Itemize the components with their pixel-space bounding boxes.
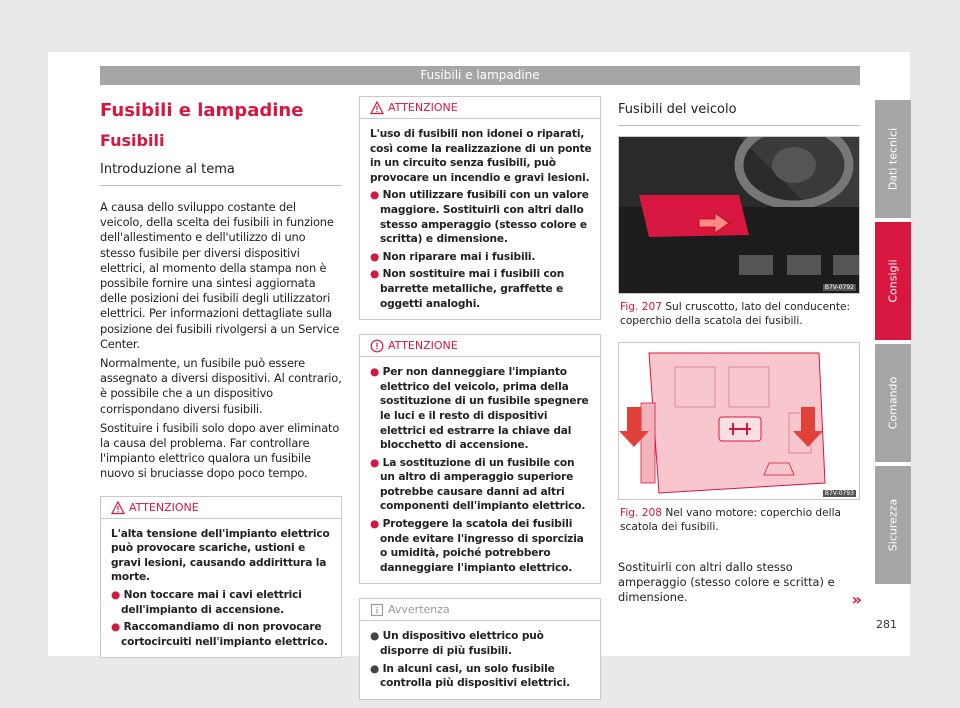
caution-item: ● Per non danneggiare l'impianto elettrico del veicolo, prima della sostituzione di un fusibile spegnere le luci e il resto di dispositivi elettrici ed estrarre la chiave dal blocchetto di accensione.	[370, 366, 589, 452]
note-item: ● In alcuni casi, un solo fusibile controlla più dispositivi elettrici.	[370, 662, 570, 690]
warning-body	[101, 519, 341, 658]
figure-dashboard	[618, 136, 860, 294]
warning-box	[359, 96, 601, 320]
warning-item: ● Non riparare mai i fusibili.	[370, 250, 536, 263]
fusebox-drawing	[619, 343, 859, 500]
note-header	[360, 599, 600, 621]
column-3	[618, 96, 862, 610]
paragraph: A causa dello sviluppo costante del veicolo, della scelta dei fusibili in funzione dell'allestimento e dell'utilizzo di uno stesso fusibile per diversi dispositivi elettrici, al momento della stampa non è possibile fornire una sintesi aggiornata delle posizioni dei fusibili degli utilizzatori elettrici. Per informazioni dettagliate sulla posizione dei fusibili rivolgersi a un Service Center.	[100, 200, 340, 351]
figure-engine-bay	[618, 342, 860, 500]
paragraph: Sostituire i fusibili solo dopo aver eliminato la causa del problema. Far controllare l'impianto elettrico qualora un fusibile nuovo si bruciasse dopo poco tempo.	[100, 420, 340, 481]
info-square-icon	[370, 603, 384, 617]
note-item: ● Un dispositivo elettrico può disporre di più fusibili.	[370, 630, 544, 658]
note-body	[360, 621, 600, 698]
warning-title: ATTENZIONE	[129, 500, 199, 514]
section-title: Fusibili	[100, 131, 165, 150]
chapter-tabs	[875, 100, 911, 588]
warning-intro: L'uso di fusibili non idonei o riparati, così come la realizzazione di un ponte in un circuito senza fusibili, può provocare un incendio e gravi lesioni.	[370, 128, 592, 184]
figure-code: B7V-0793	[824, 490, 854, 497]
tab-sicurezza[interactable]: Sicurezza	[875, 466, 911, 584]
warning-item: ● Non toccare mai i cavi elettrici dell'impianto di accensione.	[111, 589, 302, 616]
warning-header	[360, 97, 600, 119]
section-title: Fusibili del veicolo	[618, 102, 860, 126]
tab-dati-tecnici[interactable]: Dati tecnici	[875, 100, 911, 218]
warning-triangle-icon	[111, 501, 125, 515]
paragraph: Sostituirli con altri dallo stesso amperaggio (stesso colore e scritta) e dimensione. »	[618, 560, 862, 610]
caution-item: ● La sostituzione di un fusibile con un altro di amperaggio superiore potrebbe causare danni ad altri componenti dell'impianto elettrico.	[370, 456, 586, 513]
caution-title: ATTENZIONE	[388, 339, 458, 353]
caution-box	[359, 334, 601, 584]
warning-body	[360, 119, 600, 319]
column-2	[359, 96, 601, 700]
figure-code: B7V-0792	[824, 284, 854, 291]
figure-caption: Fig. 208 Nel vano motore: coperchio della scatola dei fusibili.	[620, 507, 842, 533]
continue-arrow-icon: »	[851, 590, 862, 610]
paragraph: Normalmente, un fusibile può essere assegnato a diversi dispositivi. Al contrario, è possibile che a un dispositivo corrispondano diversi fusibili.	[100, 356, 342, 416]
warning-item: ● Raccomandiamo di non provocare cortocircuiti nell'impianto elettrico.	[111, 621, 328, 648]
warning-intro: L'alta tensione dell'impianto elettrico può provocare scariche, ustioni e gravi lesioni, causando addirittura la morte.	[111, 527, 330, 584]
section-header: Fusibili e lampadine	[100, 66, 860, 85]
page-number: 281	[876, 618, 897, 631]
tab-comando[interactable]: Comando	[875, 344, 911, 462]
caution-header	[360, 335, 600, 357]
caution-item: ● Proteggere la scatola dei fusibili onde evitare l'ingresso di sporcizia o umidità, poiché potrebbero danneggiare l'impianto elettrico.	[370, 518, 584, 574]
warning-title: ATTENZIONE	[388, 101, 458, 114]
warning-item: ● Non sostituire mai i fusibili con barrette metalliche, graffette e oggetti analoghi.	[370, 268, 565, 310]
figure-caption: Fig. 207 Sul cruscotto, lato del conducente: coperchio della scatola dei fusibili.	[620, 301, 851, 327]
warning-box	[100, 496, 342, 659]
chapter-title: Fusibili e lampadine	[100, 100, 304, 121]
caution-body	[360, 357, 600, 583]
column-1	[100, 96, 342, 658]
subsection-title: Introduzione al tema	[100, 162, 342, 186]
warning-triangle-icon	[370, 101, 384, 115]
note-title: Avvertenza	[388, 603, 450, 617]
warning-item: ● Non utilizzare fusibili con un valore maggiore. Sostituirli con altri dallo stesso amperaggio (stesso colore e scritta) e dimensione.	[370, 189, 589, 246]
dashboard-photo	[619, 137, 859, 294]
warning-header	[101, 497, 341, 519]
note-box	[359, 598, 601, 699]
tab-consigli[interactable]: Consigli	[875, 222, 911, 340]
info-circle-icon	[370, 339, 384, 353]
